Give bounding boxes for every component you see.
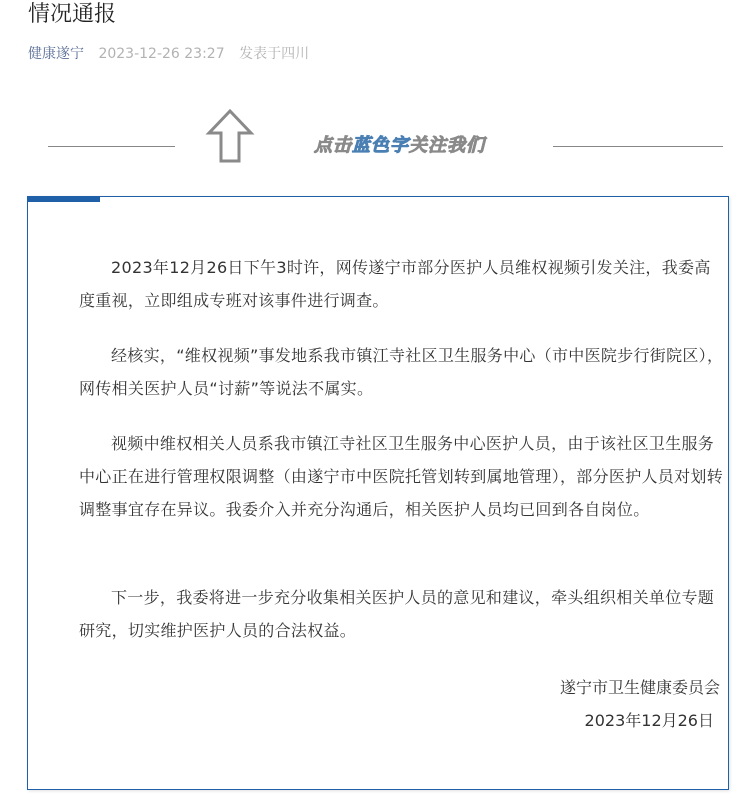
follow-banner[interactable]: [0, 108, 747, 168]
follow-us-text: [314, 135, 485, 157]
notice-paragraph: 下一步，我委将进一步充分收集相关医护人员的意见和建议，牵头组织相关单位专题研究，切实维护医护人员的合法权益。: [79, 588, 715, 640]
follow-prefix: 点击: [314, 135, 352, 156]
account-name-link[interactable]: 健康遂宁: [28, 46, 84, 62]
publish-location: 发表于四川: [239, 46, 310, 62]
signature-date: 2023年12月26日: [584, 711, 714, 730]
divider-right: [553, 146, 723, 147]
notice-box: [27, 196, 729, 790]
publish-datetime: 2023-12-26 23:27: [98, 46, 225, 62]
article-meta: [28, 44, 309, 64]
article-title: 情况通报: [28, 2, 117, 27]
follow-suffix: 关注我们: [409, 135, 485, 156]
divider-left: [48, 146, 175, 147]
notice-paragraph: 视频中维权相关人员系我市镇江寺社区卫生服务中心医护人员，由于该社区卫生服务中心正在进行管理权限调整（由遂宁市中医院托管划转到属地管理），部分医护人员对划转调整事宜存在异议。我委介入并充分沟通后，相关医护人员均已回到各自岗位。: [79, 434, 724, 519]
follow-accent: 蓝色字: [352, 135, 409, 156]
notice-paragraph: 经核实，“维权视频”事发地系我市镇江寺社区卫生服务中心（市中医院步行街院区），网传相关医护人员“讨薪”等说法不属实。: [79, 346, 724, 398]
up-arrow-icon: [204, 108, 256, 164]
accent-bar: [28, 197, 100, 202]
notice-paragraph: 2023年12月26日下午3时许，网传遂宁市部分医护人员维权视频引发关注，我委高度重视，立即组成专班对该事件进行调查。: [79, 258, 711, 310]
signature-organization: 遂宁市卫生健康委员会: [559, 678, 720, 697]
